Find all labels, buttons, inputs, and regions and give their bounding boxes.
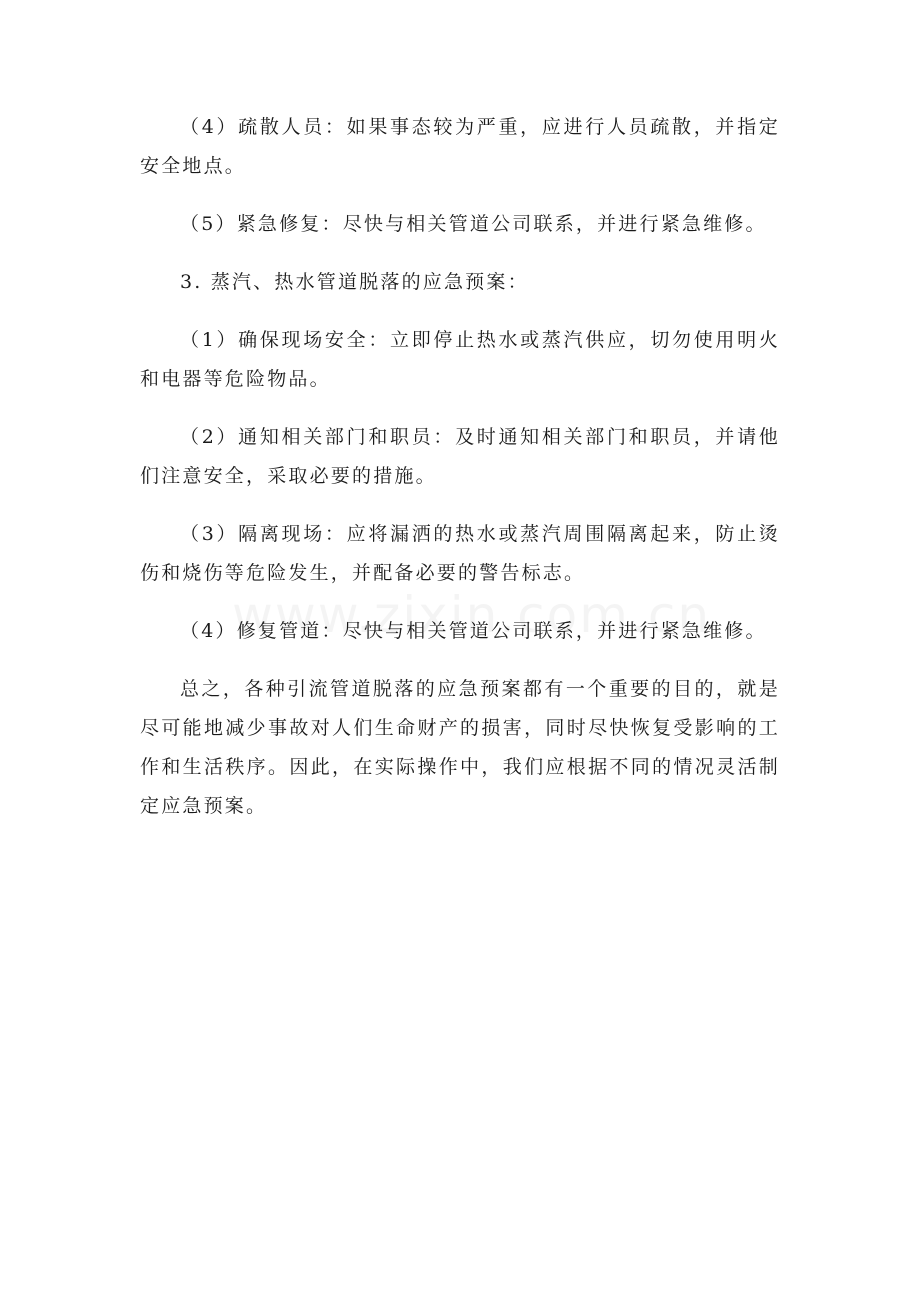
paragraph-notify-departments: （2）通知相关部门和职员：及时通知相关部门和职员，并请他们注意安全，采取必要的措施。 [140, 426, 780, 487]
paragraph-isolate-site: （3）隔离现场：应将漏洒的热水或蒸汽周围隔离起来，防止烫伤和烧伤等危险发生，并配备必要的警告标志。 [140, 523, 780, 584]
section-heading-steam-hot-water: 3. 蒸汽、热水管道脱落的应急预案： [180, 271, 529, 293]
paragraph-repair-pipeline: （4）修复管道：尽快与相关管道公司联系，并进行紧急维修。 [180, 620, 767, 642]
paragraph-evacuate: （4）疏散人员：如果事态较为严重，应进行人员疏散，并指定安全地点。 [140, 116, 780, 177]
paragraph-emergency-repair: （5）紧急修复：尽快与相关管道公司联系，并进行紧急维修。 [180, 213, 767, 235]
document-body [140, 108, 780, 826]
paragraph-ensure-site-safety: （1）确保现场安全：立即停止热水或蒸汽供应，切勿使用明火和电器等危险物品。 [140, 329, 780, 390]
paragraph-conclusion: 总之，各种引流管道脱落的应急预案都有一个重要的目的，就是尽可能地减少事故对人们生命财产的损害，同时尽快恢复受影响的工作和生活秩序。因此，在实际操作中，我们应根据不同的情况灵活制定应急预案。 [140, 678, 780, 817]
